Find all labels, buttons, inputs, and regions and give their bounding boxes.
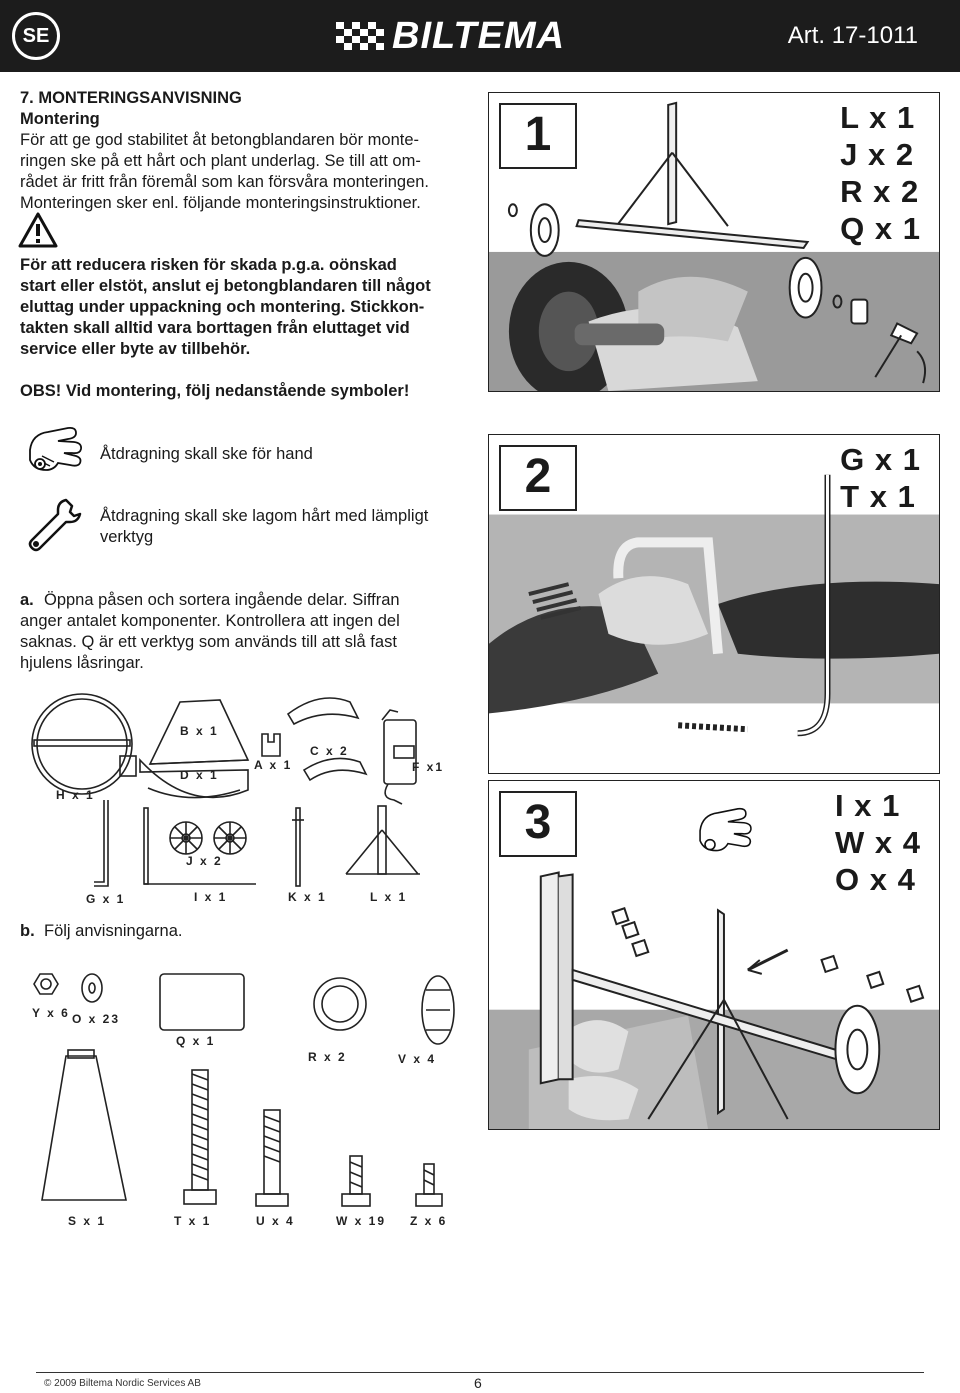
step-1-box	[488, 92, 940, 392]
step-a-line: hjulens låsringar.	[20, 654, 144, 672]
part-label-l: L x 1	[370, 890, 408, 904]
step-3-number: 3	[499, 791, 577, 857]
step-2-part: G x 1	[840, 442, 921, 477]
step-3-part: W x 4	[835, 825, 921, 860]
step-2-parts-list	[840, 441, 921, 515]
warning-line: service eller byte av tillbehör.	[20, 340, 251, 358]
step-b-text: Följ anvisningarna.	[44, 922, 183, 940]
part-label-t: T x 1	[174, 1214, 212, 1228]
part-label-z: Z x 6	[410, 1214, 448, 1228]
step-b-paragraph	[20, 921, 183, 942]
step-1-part: R x 2	[840, 174, 920, 209]
part-label-q: Q x 1	[176, 1034, 216, 1048]
step-a-paragraph	[20, 590, 460, 674]
part-label-s: S x 1	[68, 1214, 107, 1228]
warning-line: eluttag under uppackning och montering. Stickkon-	[20, 298, 425, 316]
step-a-line: anger antalet komponenter. Kontrollera att ingen del	[20, 612, 400, 630]
part-label-v: V x 4	[398, 1052, 437, 1066]
part-label-f: F x1	[412, 760, 445, 774]
warning-line: För att reducera risken för skada p.g.a. oönskad	[20, 256, 397, 274]
checkered-flag-icon	[336, 22, 384, 50]
step-3-box	[488, 780, 940, 1130]
step-3-part: I x 1	[835, 788, 901, 823]
step-1-part: J x 2	[840, 137, 915, 172]
parts-overview-main	[20, 690, 470, 910]
wrench-icon	[22, 494, 84, 556]
step-3-parts-list	[835, 787, 921, 898]
page-number: 6	[474, 1375, 482, 1391]
section-title: 7. MONTERINGSANVISNING	[20, 89, 242, 107]
warning-paragraph	[20, 255, 480, 360]
part-label-c: C x 2	[310, 744, 349, 758]
step-a-text: Öppna påsen och sortera ingående delar. Siffran	[44, 591, 400, 609]
parts-hardware-drawing	[20, 960, 470, 1235]
intro-line: Monteringen sker enl. följande monteringsinstruktioner.	[20, 194, 421, 212]
step-3-part: O x 4	[835, 862, 916, 897]
part-label-u: U x 4	[256, 1214, 295, 1228]
step-2-part: T x 1	[840, 479, 916, 514]
warning-line: start eller elstöt, anslut ej betongblandaren till något	[20, 277, 431, 295]
part-label-h: H x 1	[56, 788, 95, 802]
step-2-number: 2	[499, 445, 577, 511]
step-1-number: 1	[499, 103, 577, 169]
obs-note: OBS! Vid montering, följ nedanstående symboler!	[20, 382, 410, 400]
section-subtitle: Montering	[20, 110, 100, 128]
step-1-part: L x 1	[840, 100, 916, 135]
warning-triangle-icon	[18, 212, 58, 248]
part-label-w: W x 19	[336, 1214, 387, 1228]
part-label-k: K x 1	[288, 890, 327, 904]
step-1-parts-list	[840, 99, 921, 247]
step-a-label: a.	[20, 591, 34, 609]
intro-line: rådet är fritt från föremål som kan försvåra monteringen.	[20, 173, 430, 191]
hand-tighten-text: Åtdragning skall ske för hand	[100, 445, 313, 463]
part-label-r: R x 2	[308, 1050, 347, 1064]
part-label-y: Y x 6	[32, 1006, 70, 1020]
part-label-d: D x 1	[180, 768, 219, 782]
step-a-line	[20, 590, 460, 611]
footer-copyright: © 2009 Biltema Nordic Services AB	[44, 1378, 201, 1389]
brand-name: BILTEMA	[392, 15, 566, 57]
intro-line: ringen ske på ett hårt och plant underlag. Se till att om-	[20, 152, 421, 170]
part-label-a: A x 1	[254, 758, 293, 772]
page-header	[0, 0, 960, 72]
brand-logo	[336, 16, 565, 56]
language-badge: SE	[12, 12, 60, 60]
wrench-tighten-text: Åtdragning skall ske lagom hårt med lämpligt verktyg	[100, 507, 429, 546]
warning-line: takten skall alltid vara borttagen från eluttaget vid	[20, 319, 410, 337]
part-label-g: G x 1	[86, 892, 126, 906]
step-2-box	[488, 434, 940, 774]
intro-paragraph	[20, 130, 480, 214]
parts-overview-hardware	[20, 960, 470, 1235]
part-label-i: I x 1	[194, 890, 228, 904]
step-b-label: b.	[20, 922, 35, 940]
part-label-j: J x 2	[186, 854, 223, 868]
step-1-part: Q x 1	[840, 211, 921, 246]
intro-line: För att ge god stabilitet åt betongblandaren bör monte-	[20, 131, 420, 149]
hand-tighten-icon	[24, 420, 90, 482]
article-number: Art. 17-1011	[787, 22, 918, 49]
footer-divider	[36, 1372, 924, 1373]
part-label-o: O x 23	[72, 1012, 121, 1026]
part-label-b: B x 1	[180, 724, 219, 738]
step-a-line: saknas. Q är ett verktyg som används till att slå fast	[20, 633, 397, 651]
